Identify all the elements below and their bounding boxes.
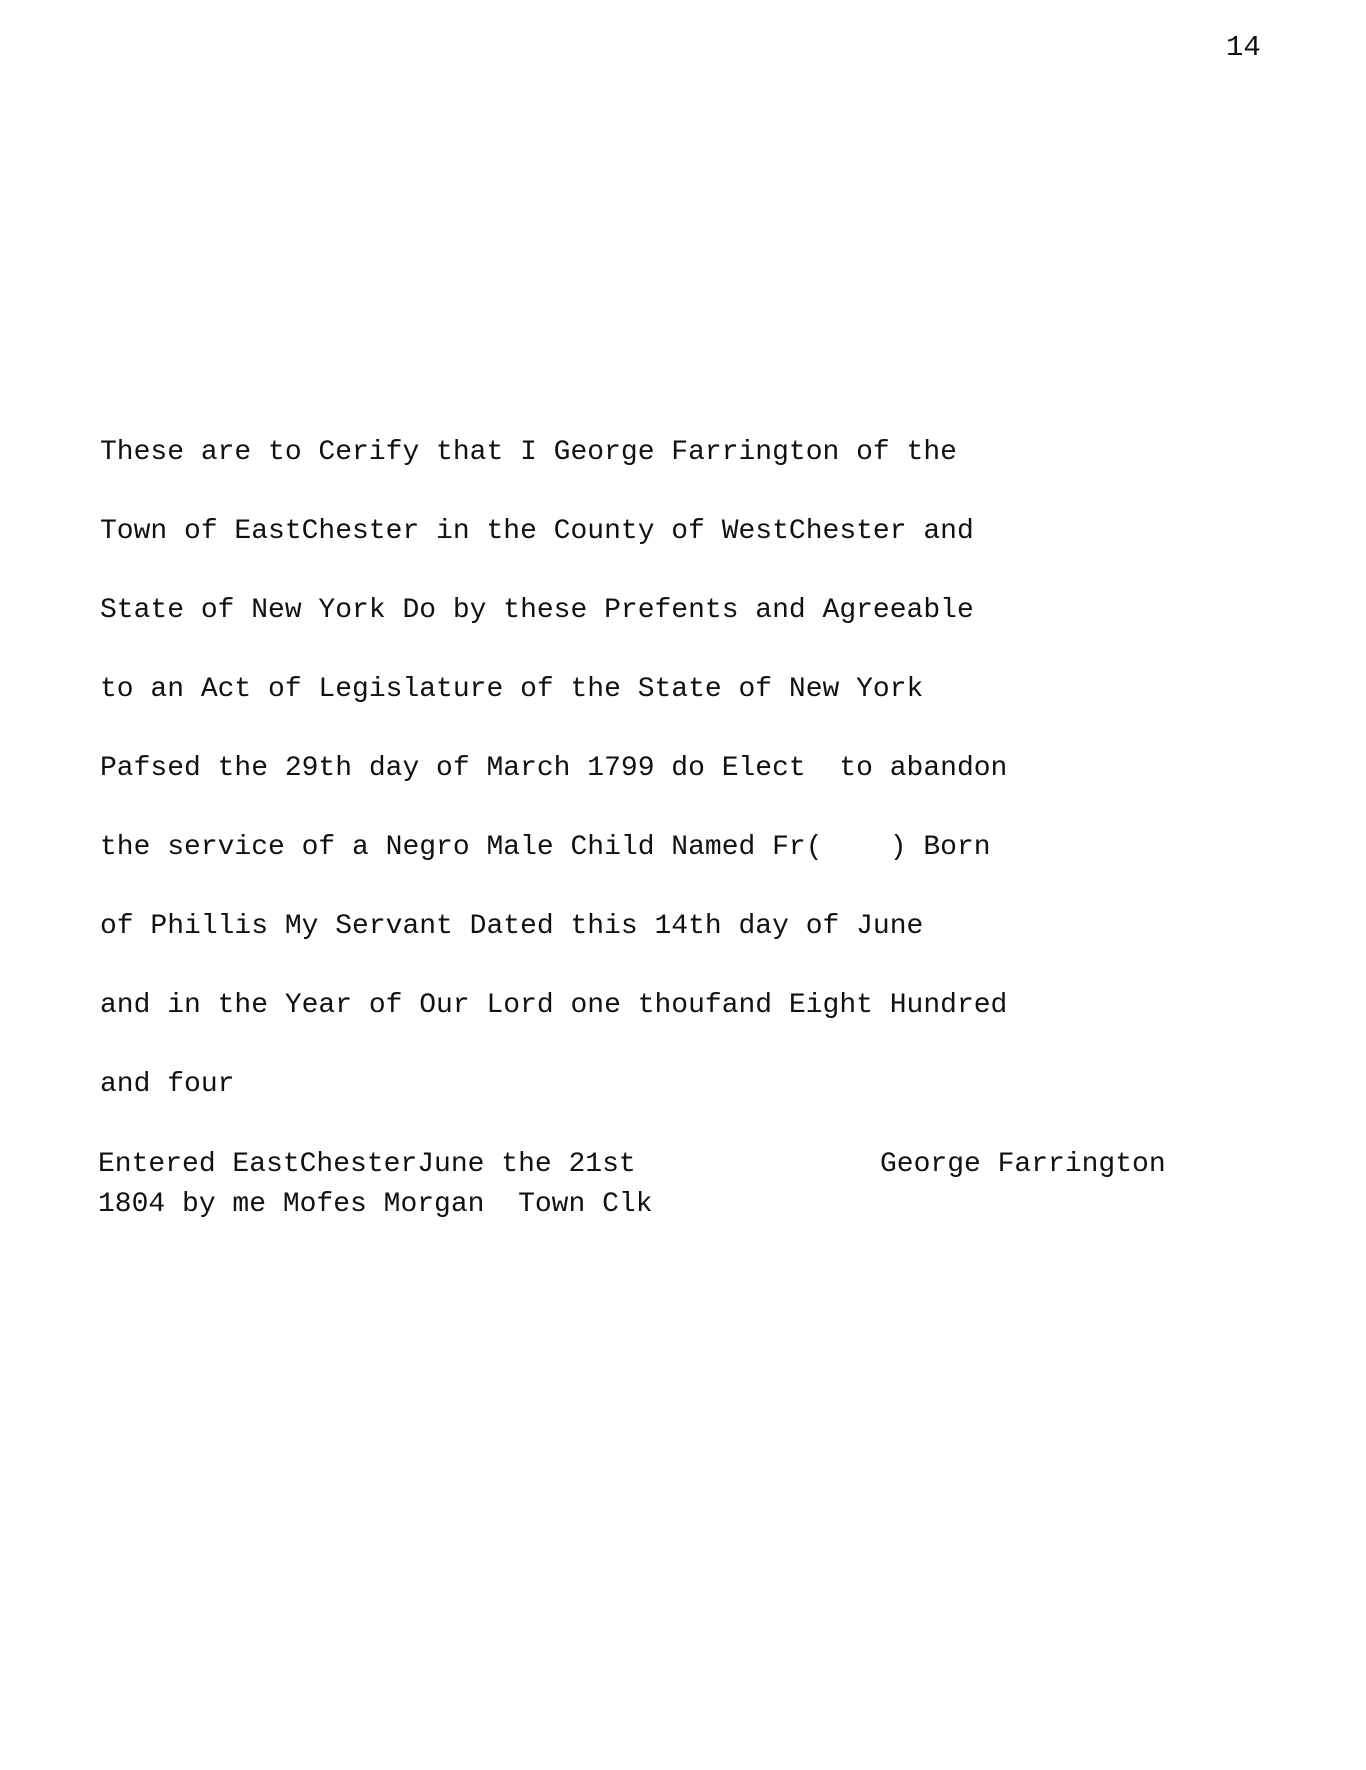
- certificate-line: of Phillis My Servant Dated this 14th day of June: [100, 911, 924, 942]
- certificate-text: [100, 435, 1260, 1146]
- certificate-line: to an Act of Legislature of the State of New York: [100, 674, 924, 705]
- entry-clerk-line: 1804 by me Mofes Morgan Town Clk: [98, 1189, 653, 1220]
- certificate-line: State of New York Do by these Prefents and Agreeable: [100, 595, 974, 626]
- entry-row: [98, 1145, 1278, 1185]
- certificate-line: and in the Year of Our Lord one thoufand Eight Hundred: [100, 990, 1008, 1021]
- certificate-line: Town of EastChester in the County of WestChester and: [100, 516, 974, 547]
- certificate-line: the service of a Negro Male Child Named Fr( ) Born: [100, 832, 991, 863]
- page-number: 14: [1226, 31, 1261, 64]
- certificate-line: and four: [100, 1069, 235, 1100]
- certificate-line: These are to Cerify that I George Farrington of the: [100, 437, 957, 468]
- entry-row: [98, 1185, 1278, 1225]
- registry-entry: [98, 1145, 1278, 1225]
- signature-name: George Farrington: [880, 1149, 1166, 1180]
- entry-date-line: Entered EastChesterJune the 21st: [98, 1149, 636, 1180]
- certificate-line: Pafsed the 29th day of March 1799 do Elect to abandon: [100, 753, 1008, 784]
